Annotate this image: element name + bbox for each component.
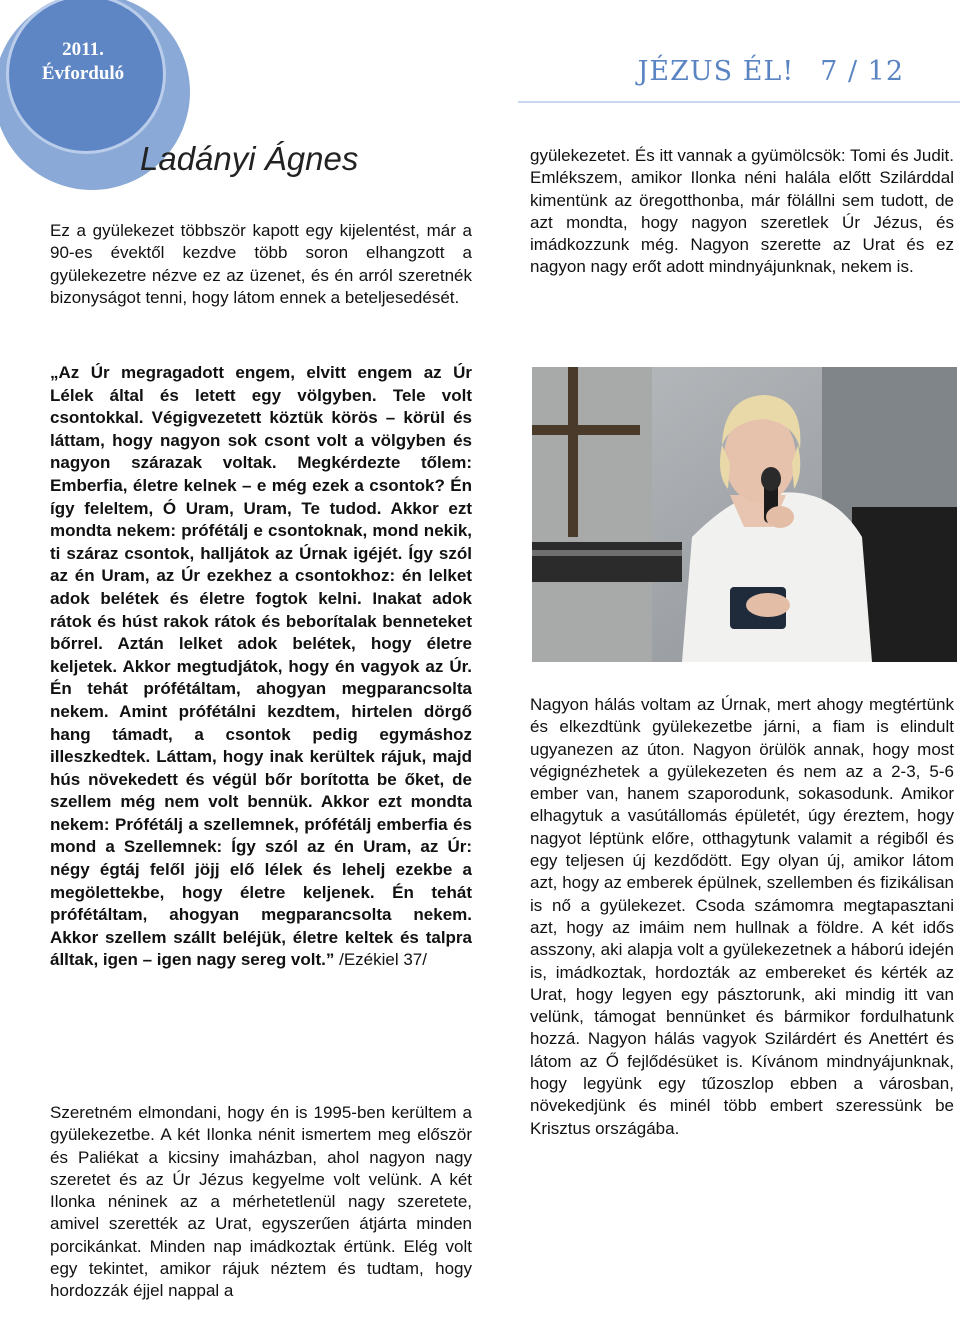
testimony-text: Szeretném elmondani, hogy én is 1995-ben kerültem a gyülekezetbe. A két Ilonka nénit ismertem meg először és Paliékat a kicsiny imaházban, ahol nagyon nagy szeretet és az Úr Jézus kegyelme volt velünk. A két Ilonka néninek az a mérhetetlenül nagy szeretete, amivel szerették az Urat, egyszerűen átjárta minden porcikánkat. Minden nap imádkoztak értünk. Elég volt egy tekintet, amikor rájuk néztem és tudtam, hogy hordozzák éjjel nappal a — [50, 1103, 472, 1301]
right-bottom-text: Nagyon hálás voltam az Úrnak, mert ahogy megtértünk és elkezdtünk gyülekezetbe járni, a fiam is elindult ugyanezen az úton. Nagyon örülök annak, hogy most végignézhetek a gyülekezeten és nem az a 2-3, 5-6 ember van, hanem szaporodunk, sokasodunk. Amikor elhagytuk a vasútállomás épületét, úgy éreztem, hogy nagyot léptünk előre, otthagytunk valamit a régiből és egy teljesen új kezdődött. Egy olyan új, amikor látom azt, hogy az emberek épülnek, szellemben és fizikálisan is nő a gyülekezet. Csoda számomra megtapasztani azt, hogy az imáim nem hullnak a földre. A két idős asszony, aki alapja volt a gyülekezetnek a háború idején is, imádkoztak, hordozták az embereket és kérték az Urat, hogy legyen egy pásztorunk, aki mindig itt van velünk, támogat bennünket és bármikor fordulhatunk hozzá. Nagyon hálás vagyok Szilárdért és Anettért és látom az Ő fejlődésüket is. Kívánom mindnyájunknak, hogy legyünk egy tűzoszlop ebben a városban, növekedjünk és minél több embert szeressünk be Krisztus országába. — [530, 695, 954, 1138]
right-column-top — [530, 145, 954, 279]
right-top-text: gyülekezetet. És itt vannak a gyümölcsök: Tomi és Judit. Emlékszem, amikor Ilonka néni halála előtt Szilárddal kimentünk az öregotthonba, már fölállni sem tudott, de azt mondta, hogy nagyon szeretlek Úr Jézus, és imádkozzunk még. Nagyon szerette az Urat és ez nagyon nagy erőt adott mindnyájunknak, nekem is. — [530, 146, 954, 277]
intro-paragraph — [50, 220, 472, 309]
badge-text — [18, 38, 148, 86]
badge-label: Évforduló — [41, 63, 125, 84]
scripture-quote — [50, 362, 472, 972]
right-column-bottom — [530, 694, 954, 1140]
page-header — [638, 56, 904, 87]
intro-text: Ez a gyülekezet többször kapott egy kijelentést, már a 90-es évektől kezdve több soron elhangzott a gyülekezetre nézve ez az üzenet, és én arról szeretnék bizonyságot tenni, hogy látom ennek a beteljesedését. — [50, 221, 472, 307]
page-number: 7 / 12 — [820, 56, 904, 87]
header-divider — [518, 101, 960, 103]
speaker-photo — [532, 367, 957, 662]
testimony-paragraph — [50, 1102, 472, 1303]
quote-text: „Az Úr megragadott engem, elvitt engem az Úr Lélek által és letett egy völgyben. Tele volt csontokkal. Végigvezetett köztük körös – körül és láttam, hogy nagyon sok csont volt a völgyben és nagyon szárazak voltak. Megkérdezte tőlem: Emberfia, életre kelnek – e még ezek a csontok? Én így feleltem, Ó Uram, Uram, Te tudod. Akkor ezt mondta nekem: prófétálj e csontoknak, mond nekik, ti száraz csontok, halljátok az Úrnak igéjét. Így szól az én Uram, az Úr ezekhez a csontokhoz: én lelket adok belétek és életre fogtok kelni. Inakat adok rátok és húst rakok rátok és beborítalak benneteket bőrrel. Aztán lelket adok belétek, hogy életre keljetek. Akkor megtudjátok, hogy én vagyok az Úr. Én tehát prófétáltam, ahogyan megparancsolta nekem. Amint prófétálni kezdtem, hirtelen dörgő hang támadt, a csontok pedig egymáshoz illeszkedtek. Láttam, hogy inak kerültek rájuk, majd hús növekedett és végül bőr borította be őket, de szellem még nem volt bennük. Akkor ezt mondta nekem: Prófétálj a szellemnek, prófétálj emberfia és mond a Szellemnek: Így szól az én Uram, az Úr: négy égtáj felől jöjj elő lélek és lehelj ezekbe a megölettekbe, hogy életre keljenek. Én tehát prófétáltam, ahogyan megparancsolta nekem. Akkor szellem szállt beléjük, életre keltek és talpra álltak, igen – igen nagy sereg volt.” — [50, 363, 472, 970]
badge-year: 2011. — [62, 39, 104, 60]
quote-reference: /Ezékiel 37/ — [339, 950, 427, 970]
quote-paragraph — [50, 362, 472, 972]
article-author: Ladányi Ágnes — [140, 140, 359, 177]
magazine-title: JÉZUS ÉL! — [637, 56, 795, 87]
